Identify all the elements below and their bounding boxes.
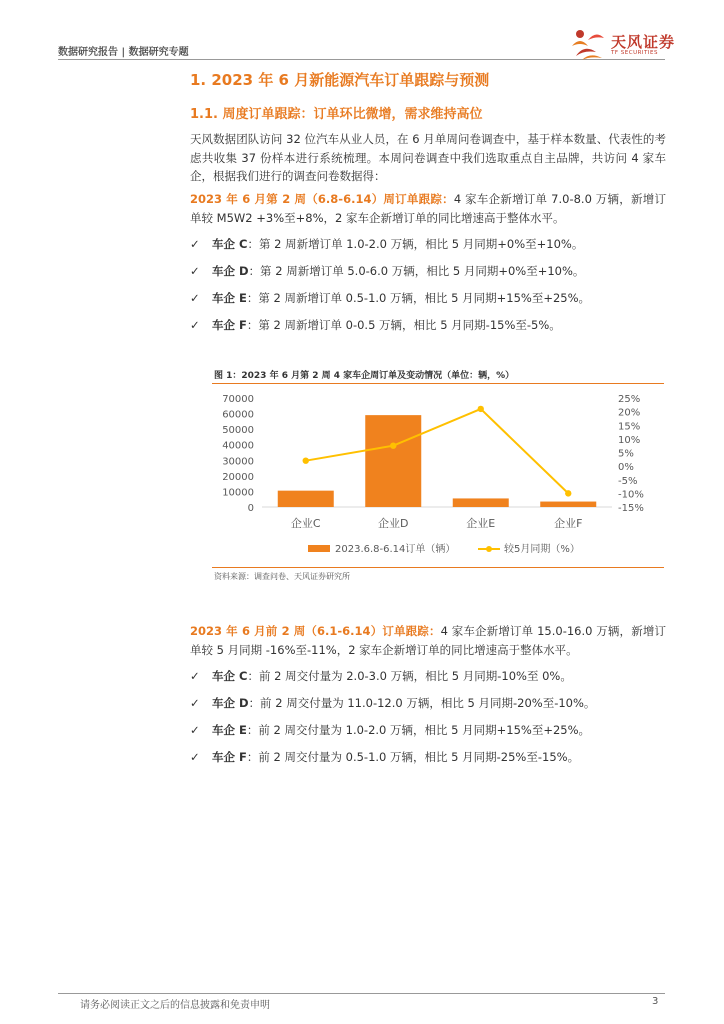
company-name: 车企 D [212,696,249,710]
weeks12-summary-paragraph [190,622,666,659]
y-left-tick-label: 30000 [222,456,254,468]
item-text: ：第 2 周新增订单 0.5-1.0 万辆，相比 5 月同期+15%至+25%。 [246,291,591,305]
item-text: ：第 2 周新增订单 5.0-6.0 万辆，相比 5 月同期+0%至+10%。 [248,264,585,278]
subsection-heading: 1.1. 周度订单跟踪：订单环比微增，需求维持高位 [190,107,483,122]
y-left-tick-label: 70000 [222,394,254,405]
footer-disclaimer: 请务必阅读正文之后的信息披露和免责申明 [80,1000,270,1011]
list-item [190,668,572,684]
list-item [190,317,561,333]
report-header-text: 数据研究报告 | 数据研究专题 [58,47,189,58]
item-text: ：前 2 周交付量为 2.0-3.0 万辆，相比 5 月同期-10%至 0%。 [247,669,572,683]
check-icon: ✓ [190,750,200,764]
series-line-pct [306,409,569,493]
line-point-企业E [478,406,484,412]
weeks12-lead: 2023 年 6 月前 2 周（6.1-6.14）订单跟踪： [190,624,441,638]
x-tick-label: 企业F [554,517,583,530]
item-text: ：前 2 周交付量为 0.5-1.0 万辆，相比 5 月同期-25%至-15%。 [246,750,580,764]
item-text: ：第 2 周新增订单 0-0.5 万辆，相比 5 月同期-15%至-5%。 [246,318,561,332]
logo-text-en: TF SECURITIES [611,50,658,56]
section-heading: 1. 2023 年 6 月新能源汽车订单跟踪与预测 [190,71,490,89]
legend-label-bar: 2023.6.8-6.14订单（辆） [335,544,456,555]
list-item [190,263,584,279]
company-logo [568,26,608,62]
y-right-tick-label: 10% [618,434,641,446]
legend-swatch-marker [486,546,492,552]
y-right-tick-label: 20% [618,407,641,419]
x-tick-label: 企业E [466,517,496,530]
logo-text-cn: 天风证券 [611,33,676,51]
company-name: 车企 E [212,291,247,305]
list-item [190,722,590,738]
y-left-tick-label: 20000 [222,471,254,483]
check-icon: ✓ [190,264,200,278]
company-name: 车企 C [212,669,248,683]
company-name: 车企 D [212,264,249,278]
check-icon: ✓ [190,291,200,305]
item-text: ：前 2 周交付量为 11.0-12.0 万辆，相比 5 月同期-20%至-10%。 [248,696,596,710]
weeks12-summary: 4 家车企新增订单 15.0-16.0 万辆，新增订单较 5 月同期 -16%至-11%，2 家车企新增订单的同比增速高于整体水平。 [190,624,667,657]
y-right-tick-label: 15% [618,421,641,433]
week2-summary-paragraph [190,190,666,227]
item-text: ：前 2 周交付量为 1.0-2.0 万辆，相比 5 月同期+15%至+25%。 [246,723,591,737]
y-left-tick-label: 40000 [222,440,254,452]
list-item [190,695,595,711]
line-point-企业F [565,490,571,496]
bar-企业F [540,502,596,507]
figure-source: 资料来源：调查问卷、天风证券研究所 [214,572,350,581]
y-right-tick-label: -10% [618,489,644,501]
y-right-tick-label: -15% [618,503,644,514]
company-name: 车企 F [212,318,247,332]
list-item [190,290,590,306]
check-icon: ✓ [190,318,200,332]
y-left-tick-label: 10000 [222,487,254,499]
check-icon: ✓ [190,237,200,251]
legend-swatch-bar [308,545,330,552]
bar-企业C [278,491,334,507]
bar-企业E [453,498,509,507]
page-number: 3 [652,996,659,1007]
y-left-tick-label: 60000 [222,409,254,421]
y-right-tick-label: 0% [618,462,634,474]
check-icon: ✓ [190,669,200,683]
y-right-tick-label: 5% [618,448,634,460]
x-tick-label: 企业D [378,517,409,530]
check-icon: ✓ [190,696,200,710]
list-item [190,749,579,765]
figure-top-rule [212,383,664,384]
y-left-tick-label: 0 [247,503,254,514]
x-tick-label: 企业C [290,517,321,530]
company-name: 车企 F [212,750,247,764]
item-text: ：第 2 周新增订单 1.0-2.0 万辆，相比 5 月同期+0%至+10%。 [247,237,584,251]
legend-label-line: 较5月同期（%） [504,544,580,555]
footer-divider [58,993,665,994]
y-right-tick-label: 25% [618,394,641,405]
line-point-企业C [303,457,309,463]
y-left-tick-label: 50000 [222,425,254,437]
bar-企业D [365,415,421,507]
company-name: 车企 C [212,237,248,251]
figure-title: 图 1：2023 年 6 月第 2 周 4 家车企周订单及变动情况（单位：辆，%） [214,371,515,381]
list-item [190,236,583,252]
week2-lead: 2023 年 6 月第 2 周（6.8-6.14）周订单跟踪： [190,192,454,206]
line-point-企业D [390,442,396,448]
intro-paragraph: 天风数据团队访问 32 位汽车从业人员，在 6 月单周问卷调查中，基于样本数量、代表性的考虑共收集 37 份样本进行系统梳理。本周问卷调查中我们选取重点自主品牌，共访问 4 家车企，根据我们进行的调查问卷数据得： [190,132,666,183]
week2-summary: 4 家车企新增订单 7.0-8.0 万辆，新增订单较 M5W2 +3%至+8%，2 家车企新增订单的同比增速高于整体水平。 [190,192,667,225]
figure-bottom-rule [212,567,664,568]
y-right-tick-label: -5% [618,475,638,487]
check-icon: ✓ [190,723,200,737]
company-name: 车企 E [212,723,247,737]
order-chart [212,385,664,565]
